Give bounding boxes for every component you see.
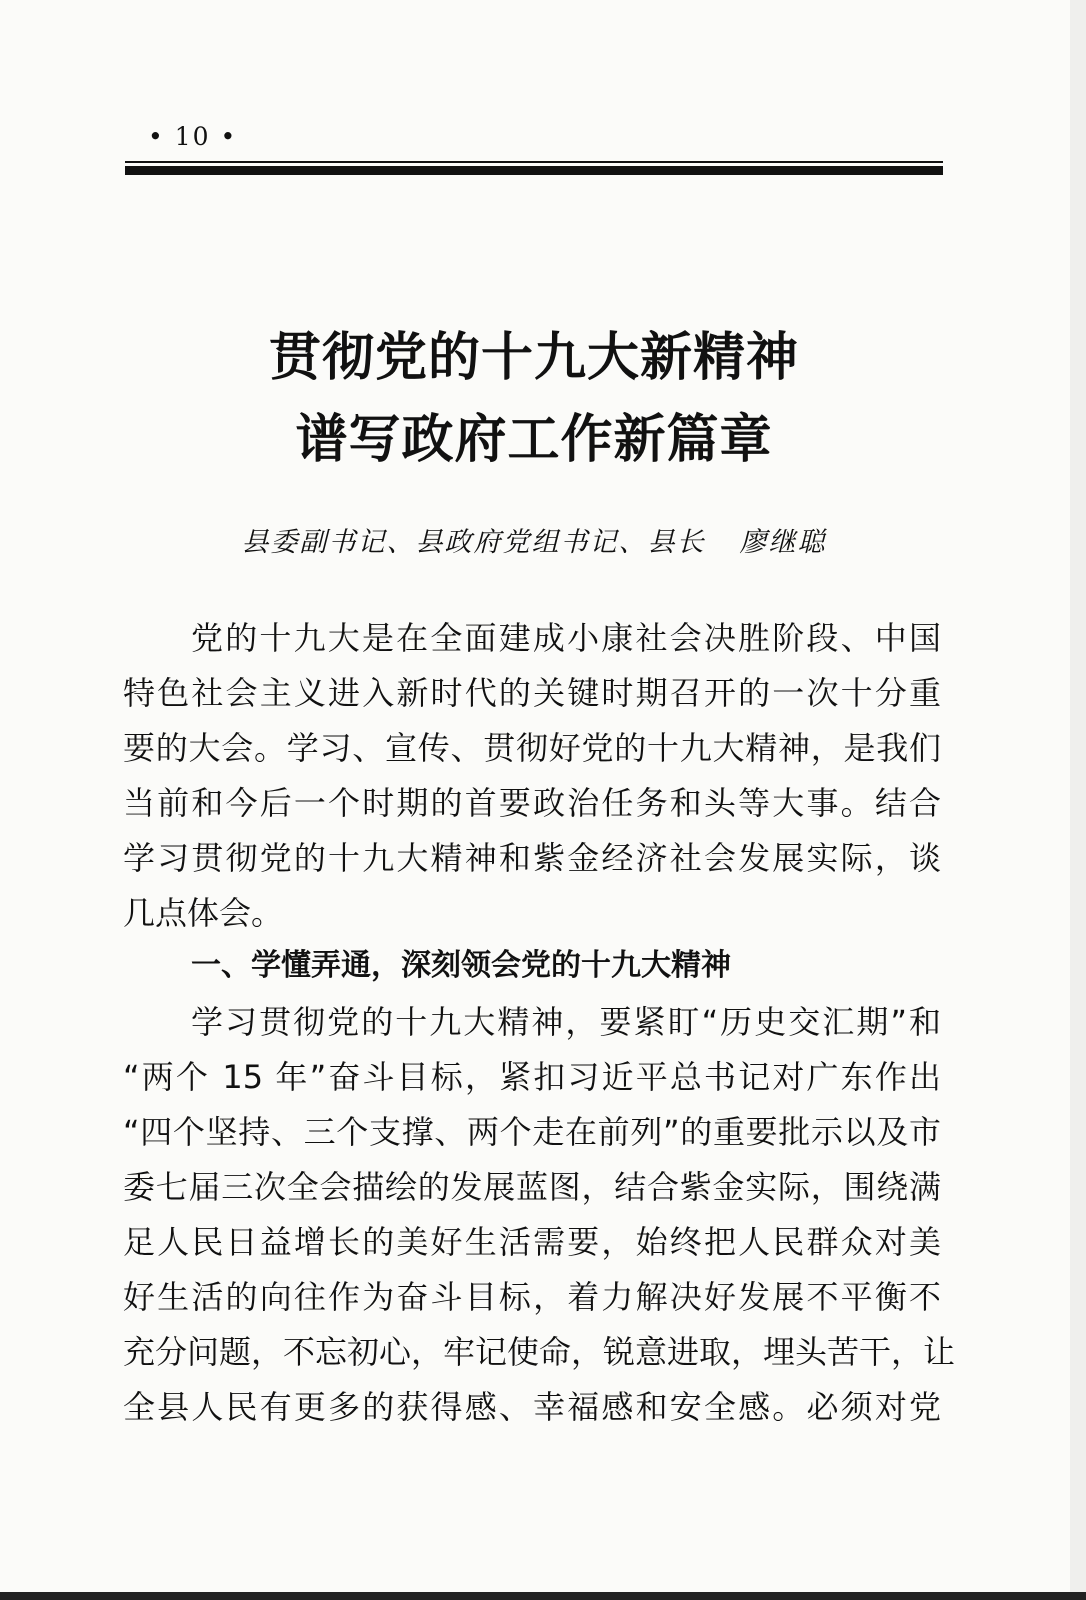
body-line: 几点体会。 — [123, 894, 284, 932]
byline-role: 县委副书记、县政府党组书记、县长 — [241, 527, 706, 558]
byline — [125, 520, 943, 559]
body-line: 要的大会。学习、宣传、贯彻好党的十九大精神，是我们 — [123, 729, 941, 767]
body-line: “两个 15 年”奋斗目标，紧扣习近平总书记对广东作出 — [123, 1058, 941, 1096]
scan-edge-right — [1070, 0, 1086, 1600]
body-line: 充分问题，不忘初心，牢记使命，锐意进取，埋头苦干，让 — [123, 1333, 956, 1371]
scan-edge-bottom — [0, 1592, 1086, 1600]
body-line: 委七届三次全会描绘的发展蓝图，结合紫金实际，围绕满 — [123, 1168, 941, 1206]
body-line: 特色社会主义进入新时代的关键时期召开的一次十分重 — [123, 674, 941, 712]
body-line: 好生活的向往作为奋斗目标，着力解决好发展不平衡不 — [123, 1278, 941, 1316]
article-title-line-2: 谱写政府工作新篇章 — [295, 409, 773, 470]
body-line: 全县人民有更多的获得感、幸福感和安全感。必须对党 — [123, 1388, 941, 1426]
body-line: 足人民日益增长的美好生活需要，始终把人民群众对美 — [123, 1223, 941, 1261]
body-line: 党的十九大是在全面建成小康社会决胜阶段、中国 — [191, 619, 941, 657]
byline-name: 廖继聪 — [739, 527, 827, 558]
section-heading: 一、学懂弄通，深刻领会党的十九大精神 — [191, 948, 731, 983]
header-rule-thin — [125, 161, 943, 163]
body-line: “四个坚持、三个支撑、两个走在前列”的重要批示以及市 — [123, 1113, 941, 1151]
body-line: 当前和今后一个时期的首要政治任务和头等大事。结合 — [123, 784, 941, 822]
header-rule-thick — [125, 166, 943, 175]
body-line: 学习贯彻党的十九大精神，要紧盯“历史交汇期”和 — [191, 1003, 941, 1041]
page-number: • 10 • — [148, 122, 238, 151]
body-line: 学习贯彻党的十九大精神和紫金经济社会发展实际，谈 — [123, 839, 941, 877]
article-title-line-1: 贯彻党的十九大新精神 — [268, 327, 799, 388]
